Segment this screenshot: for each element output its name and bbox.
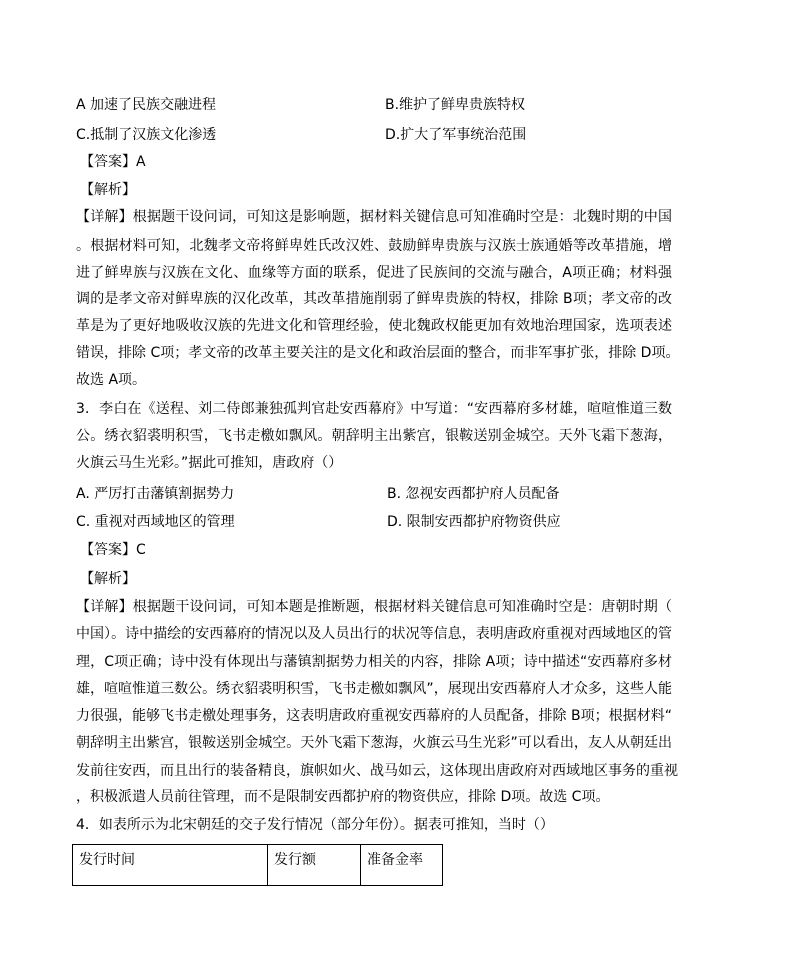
- q4-table: [72, 844, 443, 886]
- table-header-row: [73, 845, 443, 886]
- q2-option-a: A 加速了民族交融进程: [76, 97, 217, 113]
- q2-detail-line: 故选 A项。: [76, 372, 147, 388]
- q2-detail-line: 。根据材料可知，北魏孝文帝将鲜卑姓氏改汉姓、鼓励鲜卑贵族与汉族士族通婚等改革措施，增: [76, 238, 672, 254]
- q3-detail-line: 中国）。诗中描绘的安西幕府的情况以及人员出行的状况等信息，表明唐政府重视对西域地区的管: [76, 626, 672, 642]
- table-header-cell: 准备金率: [361, 845, 443, 886]
- q3-analysis-label: 【解析】: [80, 571, 136, 587]
- q2-option-c: C.抵制了汉族文化渗透: [76, 127, 217, 143]
- table-header-cell: 发行时间: [73, 845, 268, 886]
- table-header-cell: 发行额: [268, 845, 361, 886]
- q3-detail-line: 发前往安西，而且出行的装备精良，旗帜如火、战马如云，这体现出唐政府对西域地区事务的重视: [76, 763, 678, 779]
- q3-detail-line: 【详解】根据题干设问词，可知本题是推断题，根据材料关键信息可知准确时空是：唐朝时期（: [76, 599, 672, 615]
- q3-answer: 【答案】C: [80, 542, 146, 558]
- q3-option-b: B. 忽视安西都护府人员配备: [387, 486, 560, 502]
- q3-detail-line: ，积极派遣人员前往管理，而不是限制安西都护府的物资供应，排除 D项。故选 C项。: [76, 789, 610, 805]
- q3-option-d: D. 限制安西都护府物资供应: [387, 514, 561, 530]
- q3-stem-line: 3．李白在《送程、刘二侍郎兼独孤判官赴安西幕府》中写道：“安西幕府多材雄，喧喧惟道三数: [76, 401, 672, 417]
- q2-analysis-label: 【解析】: [80, 182, 136, 198]
- q4-stem: 4．如表所示为北宋朝廷的交子发行情况（部分年份）。据表可推知，当时（）: [76, 817, 554, 833]
- q2-option-d: D.扩大了军事统治范围: [385, 127, 527, 143]
- q3-detail-line: 理，C项正确；诗中没有体现出与藩镇割据势力相关的内容，排除 A项；诗中描述“安西幕府多材: [76, 654, 672, 670]
- q2-option-b: B.维护了鲜卑贵族特权: [385, 97, 526, 113]
- q2-detail-line: 进了鲜卑族与汉族在文化、血缘等方面的联系，促进了民族间的交流与融合，A项正确；材料强: [76, 265, 672, 281]
- q2-answer: 【答案】A: [80, 154, 146, 170]
- q2-detail-line: 调的是孝文帝对鲜卑族的汉化改革，其改革措施削弱了鲜卑贵族的特权，排除 B项；孝文帝的改: [76, 291, 672, 307]
- q2-detail-line: 错误，排除 C项；孝文帝的改革主要关注的是文化和政治层面的整合，而非军事扩张，排除 D项。: [76, 345, 680, 361]
- q3-option-a: A. 严厉打击藩镇割据势力: [76, 486, 235, 502]
- q3-detail-line: 朝辞明主出紫宫，银鞍送别金城空。天外飞霜下葱海，火旗云马生光彩”可以看出，友人从朝廷出: [76, 735, 672, 751]
- q3-detail-line: 雄，喧喧惟道三数公。绣衣貂裘明积雪，飞书走檄如飘风”，展现出安西幕府人才众多，这些人能: [76, 681, 672, 697]
- q2-detail-line: 革是为了更好地吸收汉族的先进文化和管理经验，使北魏政权能更加有效地治理国家，选项表述: [76, 318, 672, 334]
- q2-detail-line: 【详解】根据题干设问词，可知这是影响题，据材料关键信息可知准确时空是：北魏时期的中国: [76, 209, 672, 225]
- q3-option-c: C. 重视对西域地区的管理: [76, 514, 235, 530]
- q3-stem-line: 火旗云马生光彩。”据此可推知，唐政府（）: [76, 455, 343, 471]
- q3-detail-line: 力很强，能够飞书走檄处理事务，这表明唐政府重视安西幕府的人员配备，排除 B项；根据材料“: [76, 708, 672, 724]
- q3-stem-line: 公。绣衣貂裘明积雪，飞书走檄如飘风。朝辞明主出紫宫，银鞍送别金城空。天外飞霜下葱海，: [76, 428, 672, 444]
